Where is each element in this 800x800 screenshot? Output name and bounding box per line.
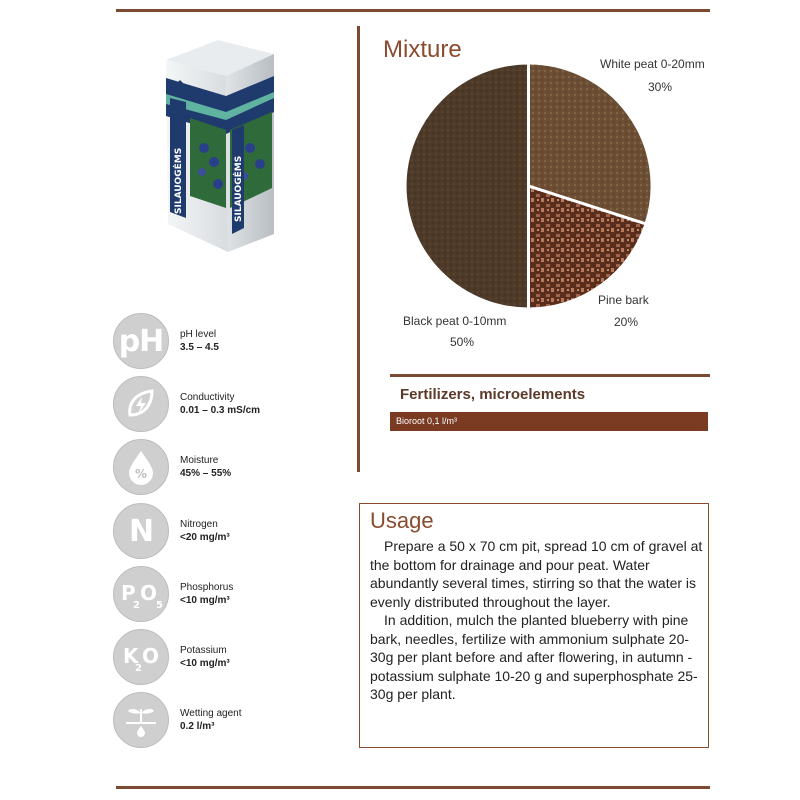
property-value: <10 mg/m³ — [180, 595, 230, 606]
property-value: 0.01 – 0.3 mS/cm — [180, 405, 261, 416]
property-value: <20 mg/m³ — [180, 532, 230, 543]
property-value: 0.2 l/m³ — [180, 721, 215, 732]
pie-label-pine-bark: Pine bark — [598, 293, 649, 307]
potassium-icon — [113, 629, 169, 685]
usage-paragraph: In addition, mulch the planted blueberry with pine bark, needles, fertilize with ammonium sulphate 20-30g per plant before and after flowering, in autumn - potassium sulphate 10-20 g and superphosphate 25-30g per plant. — [370, 612, 698, 702]
pie-slice-black-peat — [405, 63, 528, 309]
usage-text — [370, 537, 706, 704]
property-label: Phosphorus — [180, 582, 234, 593]
phosphorus-icon — [113, 566, 169, 622]
pie-label-black-peat: Black peat 0-10mm — [403, 314, 507, 328]
nitrogen-icon: N — [113, 503, 169, 559]
property-phosphorus — [113, 566, 343, 624]
pie-percent-white-peat: 30% — [648, 80, 673, 94]
svg-text:2: 2 — [133, 600, 140, 611]
property-conductivity — [113, 376, 343, 434]
moisture-drop-icon — [113, 439, 169, 495]
usage-paragraph: Prepare a 50 x 70 cm pit, spread 10 cm of gravel at the bottom for drainage and pour peat. Water abundantly several times, stirring so that the water is evenly distributed throughout the layer. — [370, 538, 703, 610]
svg-text:K: K — [123, 644, 139, 668]
wetting-agent-icon — [113, 692, 169, 748]
fertilizers-bar — [390, 412, 708, 431]
property-label: Moisture — [180, 455, 219, 466]
property-value: 45% – 55% — [180, 468, 232, 479]
svg-text:SILAUOGĖMS: SILAUOGĖMS — [234, 155, 244, 222]
property-label: Potassium — [180, 645, 227, 656]
pie-percent-black-peat: 50% — [450, 335, 475, 349]
pie-label-white-peat: White peat 0-20mm — [600, 57, 705, 71]
property-value: 3.5 – 4.5 — [180, 342, 219, 353]
property-label: Nitrogen — [180, 519, 218, 530]
property-label: Wetting agent — [180, 708, 242, 719]
property-ph — [113, 313, 343, 371]
conductivity-icon — [113, 376, 169, 432]
pie-percent-pine-bark: 20% — [614, 315, 639, 329]
property-potassium — [113, 629, 343, 687]
usage-box — [359, 503, 709, 748]
fertilizers-title: Fertilizers, microelements — [400, 386, 586, 403]
fertilizer-item: Bioroot 0,1 l/m³ — [396, 416, 458, 426]
svg-text:2: 2 — [135, 663, 142, 674]
property-label: Conductivity — [180, 392, 235, 403]
property-wetting-agent — [113, 692, 343, 750]
svg-text:O: O — [142, 644, 160, 668]
bottom-divider — [116, 786, 710, 789]
property-moisture — [113, 439, 343, 497]
svg-text:SILAUOGĖMS: SILAUOGĖMS — [174, 147, 184, 214]
mixture-title: Mixture — [383, 36, 462, 63]
vertical-divider — [357, 26, 360, 472]
property-nitrogen — [113, 503, 343, 561]
fertilizers-divider — [390, 374, 710, 377]
top-divider — [116, 9, 710, 12]
ph-icon: pH — [113, 313, 169, 369]
mixture-pie — [405, 63, 652, 309]
svg-text:P: P — [121, 581, 136, 605]
svg-text:O: O — [140, 581, 158, 605]
property-label: pH level — [180, 329, 217, 340]
usage-title: Usage — [370, 508, 434, 533]
svg-text:%: % — [134, 467, 148, 481]
product-package-image — [160, 38, 278, 254]
svg-text:5: 5 — [156, 600, 163, 611]
property-value: <10 mg/m³ — [180, 658, 230, 669]
